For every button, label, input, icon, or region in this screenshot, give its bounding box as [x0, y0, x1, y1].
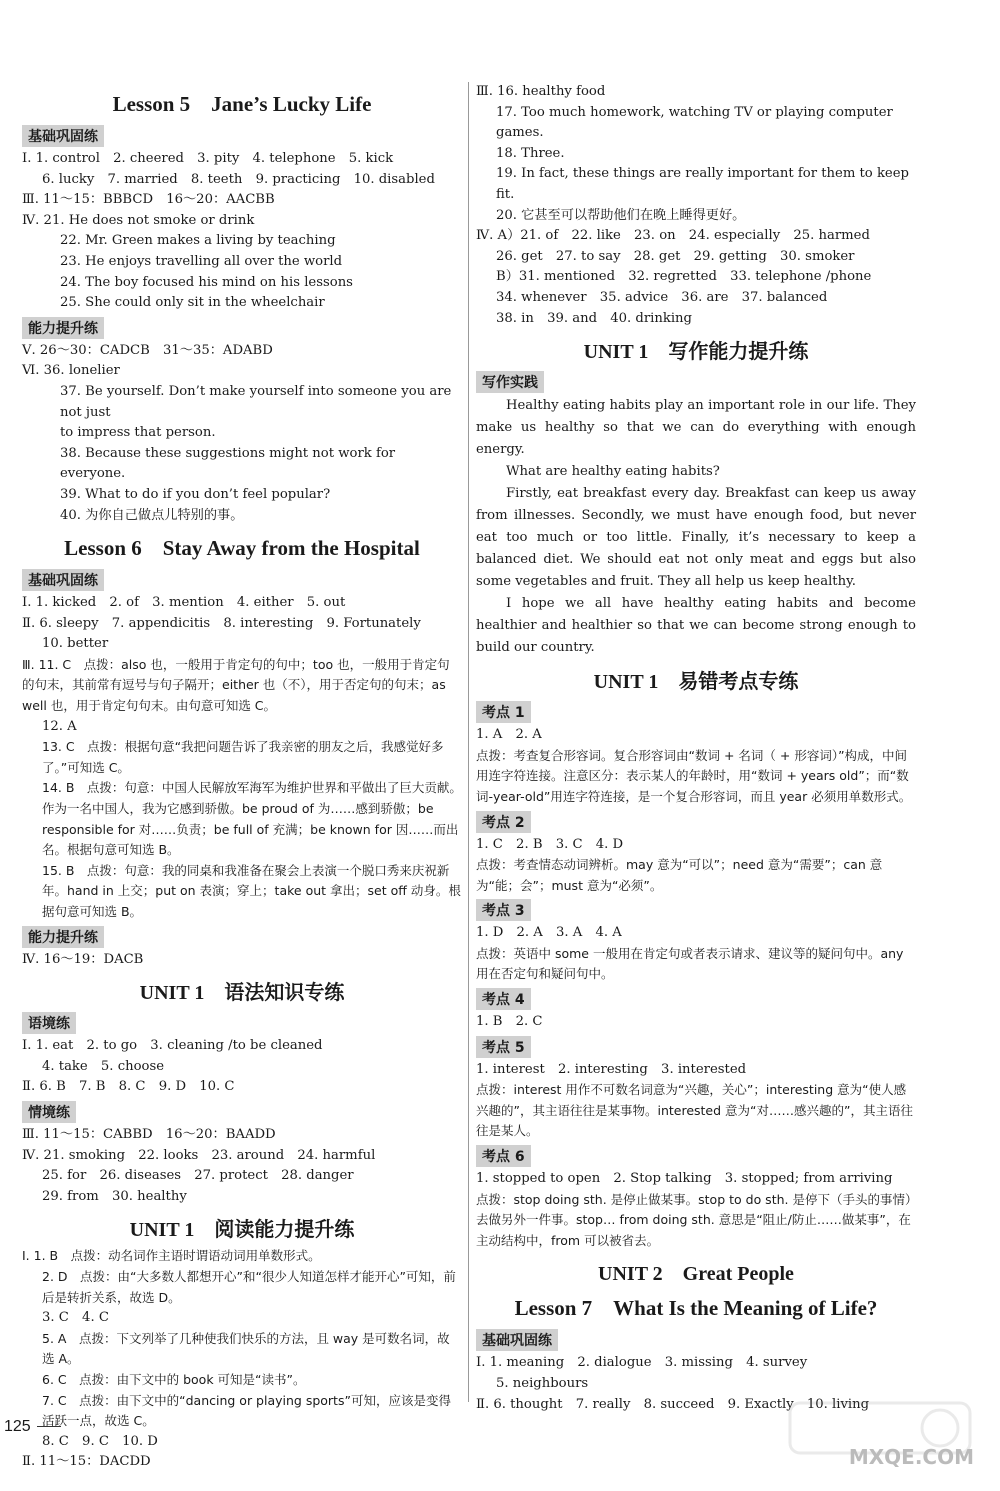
answer-line: Ⅲ. 11～15：CABBD 16～20：BAADD [22, 1126, 276, 1142]
right-column [476, 82, 916, 1415]
answer-line: Ⅰ. 1. eat 2. to go 3. cleaning /to be cleaned [22, 1038, 323, 1054]
section-label: 能力提升练 [22, 317, 104, 339]
section-label-row [22, 1098, 462, 1125]
answer-line: 34. whenever 35. advice 36. are 37. balanced [496, 289, 828, 305]
unit-title: UNIT 1 写作能力提升练 [583, 341, 809, 364]
section-label: 考点 1 [476, 701, 531, 723]
explanation: 5. A 点拨：下文列举了几种使我们快乐的方法，且 way 是可数名词，故选 A。 [42, 1330, 450, 1367]
explanation: 点拨：考查情态动词辨析。may 意为“可以”；need 意为“需要”；can 意为“能；会”；must 意为“必须”。 [476, 857, 883, 893]
explanation: 7. C 点拨：由下文中的“dancing or playing sports”可知，应该是变得活跃一点，故选 C。 [42, 1392, 451, 1429]
answer-line: 37. Be yourself. Don’t make yourself into someone you are not just [60, 383, 456, 420]
section-label: 考点 4 [476, 988, 531, 1010]
section-label: 基础巩固练 [22, 569, 104, 591]
explanation: 13. C 点拨：根据句意“我把问题告诉了我亲密的朋友之后，我感觉好多了。”可知选 C。 [42, 739, 444, 775]
page-number: 125 [4, 1418, 61, 1436]
answer-line: Ⅵ. 36. lonelier [22, 363, 120, 379]
section-label-row [22, 122, 462, 149]
answer-line: Ⅰ. 1. kicked 2. of 3. mention 4. either 5. out [22, 595, 346, 611]
section-label: 考点 2 [476, 811, 531, 833]
answer-line: 25. She could only sit in the wheelchair [60, 295, 325, 311]
answer-line: 1. A 2. A [476, 727, 542, 743]
section-label-row [22, 566, 462, 593]
answer-line: 40. 为你自己做点儿特别的事。 [60, 507, 244, 523]
unit-title: UNIT 1 语法知识专练 [139, 982, 345, 1005]
answer-line: 26. get 27. to say 28. get 29. getting 30. smoker [496, 248, 855, 264]
answer-line: Ⅰ. 1. control 2. cheered 3. pity 4. telephone 5. kick [22, 151, 394, 166]
section-label-row [22, 314, 462, 341]
answer-line: 24. The boy focused his mind on his lessons [60, 274, 353, 290]
section-label: 基础巩固练 [476, 1329, 558, 1351]
answer-line: 10. better [42, 636, 109, 652]
answer-line: Ⅱ. 6. sleepy 7. appendicitis 8. interesting 9. Fortunately [22, 615, 421, 631]
section-label-row [476, 698, 916, 725]
answer-line: Ⅲ. 16. healthy food [476, 84, 606, 99]
section-label: 写作实践 [476, 371, 544, 393]
section-label-row [476, 1142, 916, 1169]
watermark-text: MXQE.COM [848, 1445, 974, 1469]
explanation: Ⅰ. 1. B 点拨：动名词作主语时谓语动词用单数形式。 [22, 1248, 321, 1264]
answer-line: 1. C 2. B 3. C 4. D [476, 836, 624, 852]
answer-line: Ⅳ. 21. He does not smoke or drink [22, 212, 255, 228]
answer-line: 18. Three. [496, 145, 565, 161]
left-column [22, 82, 462, 1473]
answer-line: 19. In fact, these things are really important for them to keep fit. [496, 166, 914, 202]
answer-line: Ⅱ. 11～15：DACDD [22, 1454, 151, 1470]
answer-line: Ⅳ. A）21. of 22. like 23. on 24. especially 25. harmed [476, 228, 870, 244]
section-label: 能力提升练 [22, 926, 104, 948]
answer-line: 12. A [42, 718, 77, 734]
explanation: 14. B 点拨：句意：中国人民解放军海军为维护世界和平做出了巨大贡献。作为一名中国人，我为它感到骄傲。be proud of 为……感到骄傲；be responsible for 对……负责；be full of 充满；be known for 因……而出名。根据句意可知选 B。 [42, 780, 462, 858]
explanation: 点拨：stop doing sth. 是停止做某事。stop to do sth. 是停下（手头的事情）去做另外一件事。stop… from doing sth. 意思是“阻止/防止……做某事”，在主动结构中，from 可以被省去。 [476, 1191, 912, 1248]
answer-line: 3. C 4. C [42, 1310, 109, 1326]
section-label: 考点 5 [476, 1036, 531, 1058]
essay-paragraph: Healthy eating habits play an important role in our life. They make us healthy so that we can do everything with enough energy. [476, 398, 916, 458]
section-label-row [476, 1033, 916, 1060]
lesson-title: Lesson 6 Stay Away from the Hospital [64, 536, 420, 561]
section-label-row [476, 808, 916, 835]
essay-paragraph: I hope we all have healthy eating habits and become healthier and healthier so that we can become strong enough to build our country. [476, 596, 916, 656]
column-divider [468, 82, 469, 1402]
unit-title: UNIT 1 易错考点专练 [593, 671, 799, 694]
explanation: 点拨：英语中 some 一般用在肯定句或者表示请求、建议等的疑问句中。any 用在否定句和疑问句中。 [476, 945, 904, 982]
unit-title: UNIT 1 阅读能力提升练 [129, 1219, 355, 1242]
answer-line: 25. for 26. diseases 27. protect 28. danger [42, 1168, 354, 1184]
section-label-row [476, 1326, 916, 1353]
answer-line: Ⅰ. 1. meaning 2. dialogue 3. missing 4. survey [476, 1355, 808, 1371]
section-label-row [22, 1009, 462, 1036]
answer-line: 23. He enjoys travelling all over the world [60, 253, 343, 269]
answer-line: 38. in 39. and 40. drinking [496, 310, 692, 326]
answer-line: 17. Too much homework, watching TV or playing computer games. [496, 104, 898, 141]
section-label: 基础巩固练 [22, 125, 104, 147]
section-label: 考点 3 [476, 899, 531, 921]
answer-line: 5. neighbours [496, 1376, 589, 1391]
answer-line: 29. from 30. healthy [42, 1188, 187, 1204]
section-label-row [22, 923, 462, 950]
answer-line: Ⅳ. 21. smoking 22. looks 23. around 24. harmful [22, 1147, 376, 1163]
answer-line: to impress that person. [60, 425, 216, 441]
answer-line: 1. D 2. A 3. A 4. A [476, 925, 622, 941]
answer-line: 39. What to do if you don’t feel popular? [60, 486, 331, 502]
answer-line: 1. stopped to open 2. Stop talking 3. stopped; from arriving [476, 1171, 893, 1187]
section-label: 考点 6 [476, 1145, 531, 1167]
answer-line: 22. Mr. Green makes a living by teaching [60, 233, 336, 249]
answer-line: Ⅳ. 16～19：DACB [22, 951, 144, 967]
answer-line: 6. lucky 7. married 8. teeth 9. practicing 10. disabled [42, 171, 435, 187]
explanation: 15. B 点拨：句意：我的同桌和我准备在聚会上表演一个脱口秀来庆祝新年。hand in 上交；put on 表演；穿上；take out 拿出；set off 动身。根据句意可知选 B。 [42, 862, 461, 919]
explanation: 2. D 点拨：由“大多数人都想开心”和“很少人知道怎样才能开心”可知，前后是转折关系，故选 D。 [42, 1268, 456, 1305]
section-label-row [476, 368, 916, 395]
explanation: Ⅲ. 11. C 点拨：also 也，一般用于肯定句的句中；too 也，一般用于肯定句的句末，其前常有逗号与句子隔开；either 也（不），用于否定句的句末；as well 也，用于肯定句句末。由句意可知选 C。 [22, 656, 450, 714]
essay-paragraph: Firstly, eat breakfast every day. Breakfast can keep us away from illnesses. Secondly, we must have enough food, but never eat too much or too little. Finally, it’s necessary to keep a balanced diet. We should eat not only meat and eggs but also some vegetables and fruit. They all help us keep healthy. [476, 486, 916, 590]
answer-line: 38. Because these suggestions might not work for everyone. [60, 445, 400, 482]
section-label: 情境练 [22, 1101, 76, 1123]
lesson-title: Lesson 5 Jane’s Lucky Life [112, 92, 372, 116]
answer-line: 8. C 9. C 10. D [42, 1433, 158, 1449]
unit-title: UNIT 2 Great People [598, 1263, 794, 1286]
answer-line: Ⅱ. 6. B 7. B 8. C 9. D 10. C [22, 1079, 235, 1095]
answer-line: B）31. mentioned 32. regretted 33. telephone /phone [496, 269, 872, 285]
essay-paragraph: What are healthy eating habits? [506, 464, 720, 480]
answer-line: 4. take 5. choose [42, 1058, 165, 1074]
answer-line: 20. 它甚至可以帮助他们在晚上睡得更好。 [496, 207, 746, 223]
answer-line: Ⅲ. 11～15：BBBCD 16～20：AACBB [22, 192, 275, 208]
section-label-row [476, 985, 916, 1012]
explanation: 点拨：考查复合形容词。复合形容词由“数词 + 名词（ + 形容词）”构成，中间用连字符连接。注意区分：表示某人的年龄时，用“数词 + years old”；而“数词-year-old”用连字符连接，是一个复合形容词，而且 year 必须用单数形式。 [476, 747, 912, 804]
lesson-title: Lesson 7 What Is the Meaning of Life? [514, 1296, 878, 1321]
explanation: 6. C 点拨：由下文中的 book 可知是“读书”。 [42, 1371, 306, 1387]
answer-line: Ⅱ. 6. thought 7. really 8. succeed 9. Exactly 10. living [476, 1396, 870, 1412]
answer-line: 1. interest 2. interesting 3. interested [476, 1061, 747, 1077]
section-label-row [476, 896, 916, 923]
explanation: 点拨：interest 用作不可数名词意为“兴趣，关心”；interesting 意为“使人感兴趣的”，其主语往往是某事物。interested 意为“对……感兴趣的”，其主语往往是某人。 [476, 1082, 913, 1139]
section-label: 语境练 [22, 1012, 76, 1034]
answer-line: 1. B 2. C [476, 1014, 543, 1030]
answer-line: Ⅴ. 26～30：CADCB 31～35：ADABD [22, 342, 273, 358]
